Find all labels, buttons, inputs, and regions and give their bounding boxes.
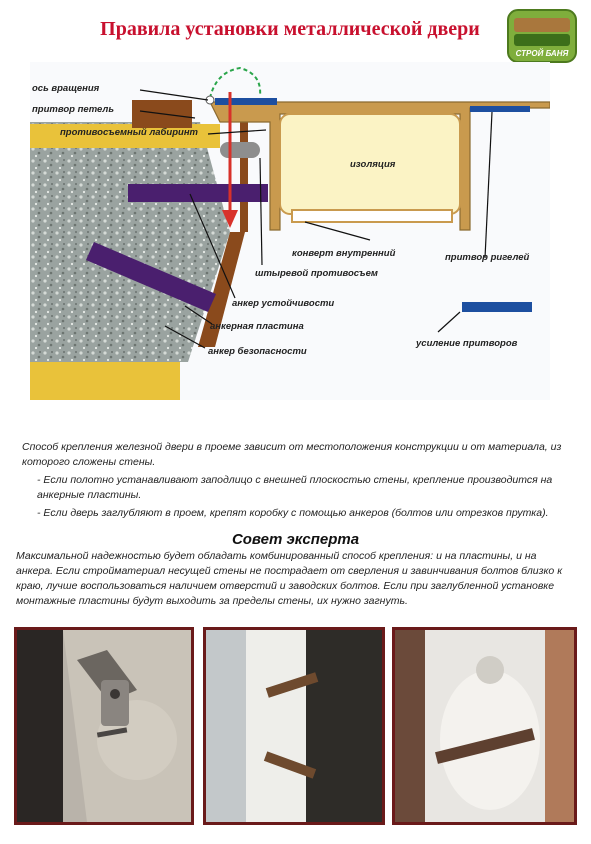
stability-anchor — [128, 184, 268, 202]
label-anchor-plate: анкерная пластина — [210, 321, 304, 332]
label-hinge-seal: притвор петель — [32, 104, 114, 115]
inner-envelope — [292, 210, 452, 222]
paragraph-recessed-mount: - Если дверь заглубляют в проем, крепят коробку с помощью анкеров (болтов или отрезков прутка). — [37, 507, 549, 519]
label-inner-envelope: конверт внутренний — [292, 248, 396, 259]
label-safety-anchor: анкер безопасности — [208, 346, 307, 357]
label-pin-anti-removal: штыревой противосъем — [255, 268, 378, 279]
seal-reinforcement — [462, 302, 532, 312]
paragraph-flush-mount: - Если полотно устанавливают заподлицо с внешней плоскостью стены, крепление производится на анкерные пластины. — [37, 474, 553, 501]
paragraph-expert-tip: Максимальной надежностью будет обладать комбинированный способ крепления: и на пластины, и на анкера. Если стройматериал несущей стены не пострадает от сверления и завинчивания болтов близко к краю, лучше воспользоваться наличием отверстий и заводских болтов. Если при заглубленной установке монтажные пластины будут выходить за пределы стены, их нужно загнуть. — [16, 550, 563, 607]
label-bolt-seal: притвор ригелей — [445, 252, 530, 263]
expert-tip-heading: Совет эксперта — [231, 531, 360, 548]
logo-text: СТРОЙ БАНЯ — [515, 49, 569, 58]
label-stability-anchor: анкер устойчивости — [232, 298, 335, 309]
photo-mounting-plates — [203, 627, 385, 825]
hinge-seal — [215, 98, 277, 105]
logo — [500, 4, 584, 68]
photo-anchor-bolt — [14, 627, 194, 825]
page-title: Правила установки металлической двери — [100, 18, 480, 40]
bolt-seal-strip — [470, 106, 530, 112]
label-insulation: изоляция — [350, 159, 396, 170]
door-installation-diagram — [30, 62, 550, 400]
label-seal-reinforcement: усиление притворов — [416, 338, 518, 349]
frame-post — [240, 112, 248, 232]
paragraph-intro: Способ крепления железной двери в проеме зависит от местоположения конструкции и от материала, из которого сложены стены. — [22, 441, 562, 468]
pin-anti-removal — [220, 142, 260, 158]
label-anti-removal-labyrinth: противосъемный лабиринт — [60, 127, 199, 138]
photo-bent-plate — [392, 627, 577, 825]
wall-base — [30, 362, 180, 400]
label-rotation-axis: ось вращения — [32, 83, 100, 94]
